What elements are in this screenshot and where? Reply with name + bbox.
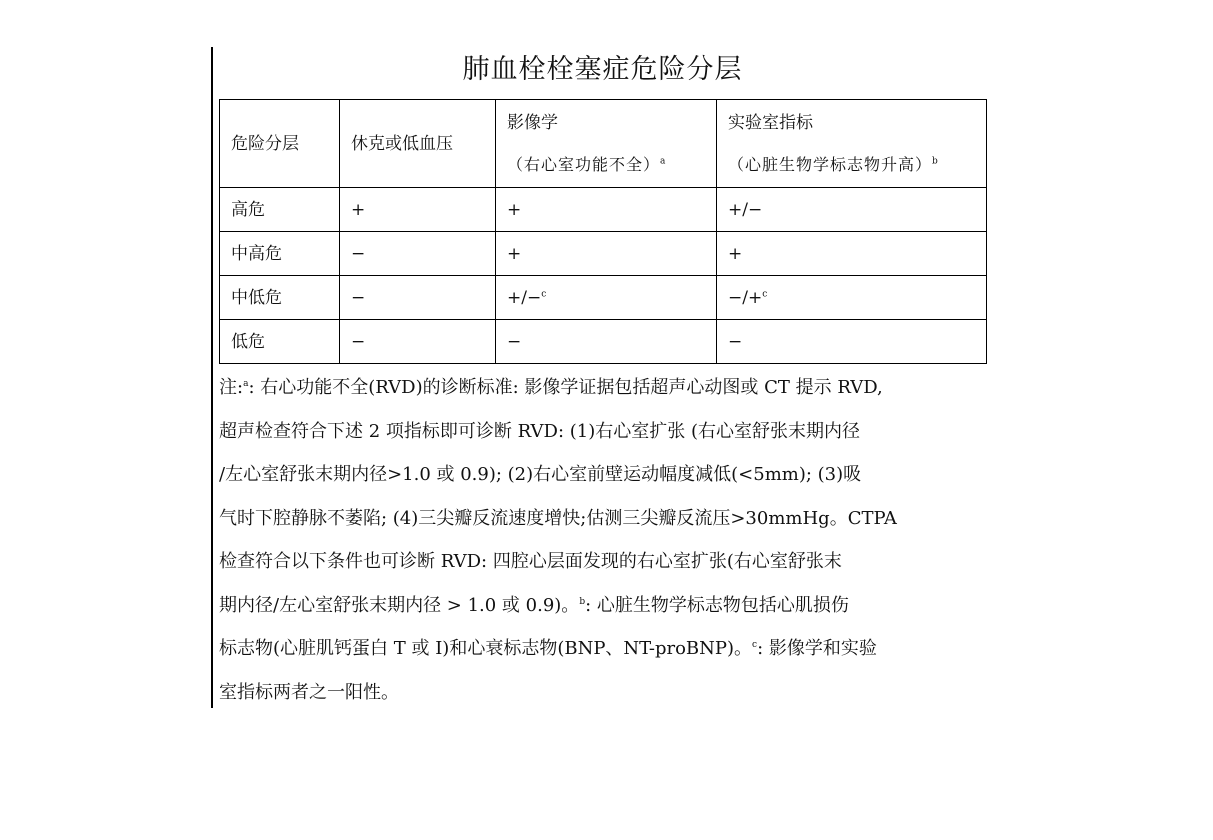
cell-imaging-value: −	[507, 331, 522, 352]
cell-level: 中高危	[220, 232, 340, 276]
cell-lab	[717, 320, 987, 364]
footnote-marker: a	[660, 156, 667, 167]
header-shock-text: 休克或低血压	[351, 133, 453, 154]
note-text: 标志物(心脏肌钙蛋白 T 或 I)和心衰标志物(BNP、NT-proBNP)。	[219, 638, 753, 659]
cell-imaging	[496, 188, 717, 232]
footnote-marker: b	[932, 156, 939, 167]
header-risk-level-text: 危险分层	[231, 133, 299, 154]
header-imaging-line2	[507, 154, 716, 176]
footnote-marker: c	[762, 288, 768, 299]
note-text: : 右心功能不全(RVD)的诊断标准: 影像学证据包括超声心动图或 CT 提示 RVD,	[248, 377, 883, 398]
table-row	[220, 320, 987, 364]
cell-lab	[717, 188, 987, 232]
cell-lab-value: +	[728, 243, 743, 264]
note-line	[219, 366, 999, 410]
note-line: 室指标两者之一阳性。	[219, 681, 399, 703]
cell-shock: +	[340, 188, 496, 232]
header-lab-line2	[728, 154, 986, 176]
note-line: 超声检查符合下述 2 项指标即可诊断 RVD: (1)右心室扩张 (右心室舒张末期内径	[219, 420, 860, 442]
header-lab-line2-text: （心脏生物学标志物升高）	[728, 154, 933, 174]
header-imaging-line2-text: （右心室功能不全）	[507, 154, 661, 174]
footnote-marker: a	[243, 379, 249, 389]
table-row	[220, 232, 987, 276]
footnote-marker: c	[541, 288, 547, 299]
cell-lab	[717, 276, 987, 320]
note-line	[219, 627, 999, 671]
cell-lab-value: −/+	[728, 287, 763, 308]
header-lab-line1: 实验室指标	[728, 112, 813, 133]
page-title: 肺血栓栓塞症危险分层	[462, 54, 743, 85]
note-text: : 心脏生物学标志物包括心肌损伤	[585, 594, 849, 616]
header-lab	[717, 100, 987, 188]
cell-lab-value: −	[728, 331, 743, 352]
footnote-marker: c	[752, 640, 758, 650]
table-row	[220, 188, 987, 232]
cell-imaging-value: +	[507, 243, 522, 264]
cell-shock: −	[340, 320, 496, 364]
cell-level: 高危	[220, 188, 340, 232]
note-line: 气时下腔静脉不萎陷; (4)三尖瓣反流速度增快;估测三尖瓣反流压>30mmHg。CTPA	[219, 507, 897, 529]
cell-imaging	[496, 232, 717, 276]
footnote-marker: b	[579, 596, 586, 607]
note-line: /左心室舒张末期内径>1.0 或 0.9); (2)右心室前壁运动幅度减低(<5mm); (3)吸	[219, 464, 862, 485]
left-margin-rule	[211, 47, 213, 708]
note-text: 期内径/左心室舒张末期内径 > 1.0 或 0.9)。	[219, 594, 580, 616]
cell-level: 低危	[220, 320, 340, 364]
cell-lab	[717, 232, 987, 276]
header-imaging	[496, 100, 717, 188]
header-imaging-line1: 影像学	[507, 112, 558, 133]
note-prefix: 注:	[219, 377, 244, 398]
header-risk-level	[220, 100, 340, 188]
cell-lab-value: +/−	[728, 199, 763, 220]
risk-stratification-table	[219, 99, 987, 364]
table-header-row	[220, 100, 987, 188]
cell-imaging	[496, 276, 717, 320]
cell-imaging-value: +/−	[507, 287, 542, 308]
table-row	[220, 276, 987, 320]
note-text: : 影像学和实验	[757, 638, 877, 659]
note-line	[219, 584, 999, 628]
cell-shock: −	[340, 276, 496, 320]
header-shock	[340, 100, 496, 188]
table-footnote	[219, 366, 999, 714]
note-line: 检查符合以下条件也可诊断 RVD: 四腔心层面发现的右心室扩张(右心室舒张末	[219, 551, 842, 572]
cell-imaging	[496, 320, 717, 364]
cell-level: 中低危	[220, 276, 340, 320]
cell-imaging-value: +	[507, 199, 522, 220]
cell-shock: −	[340, 232, 496, 276]
